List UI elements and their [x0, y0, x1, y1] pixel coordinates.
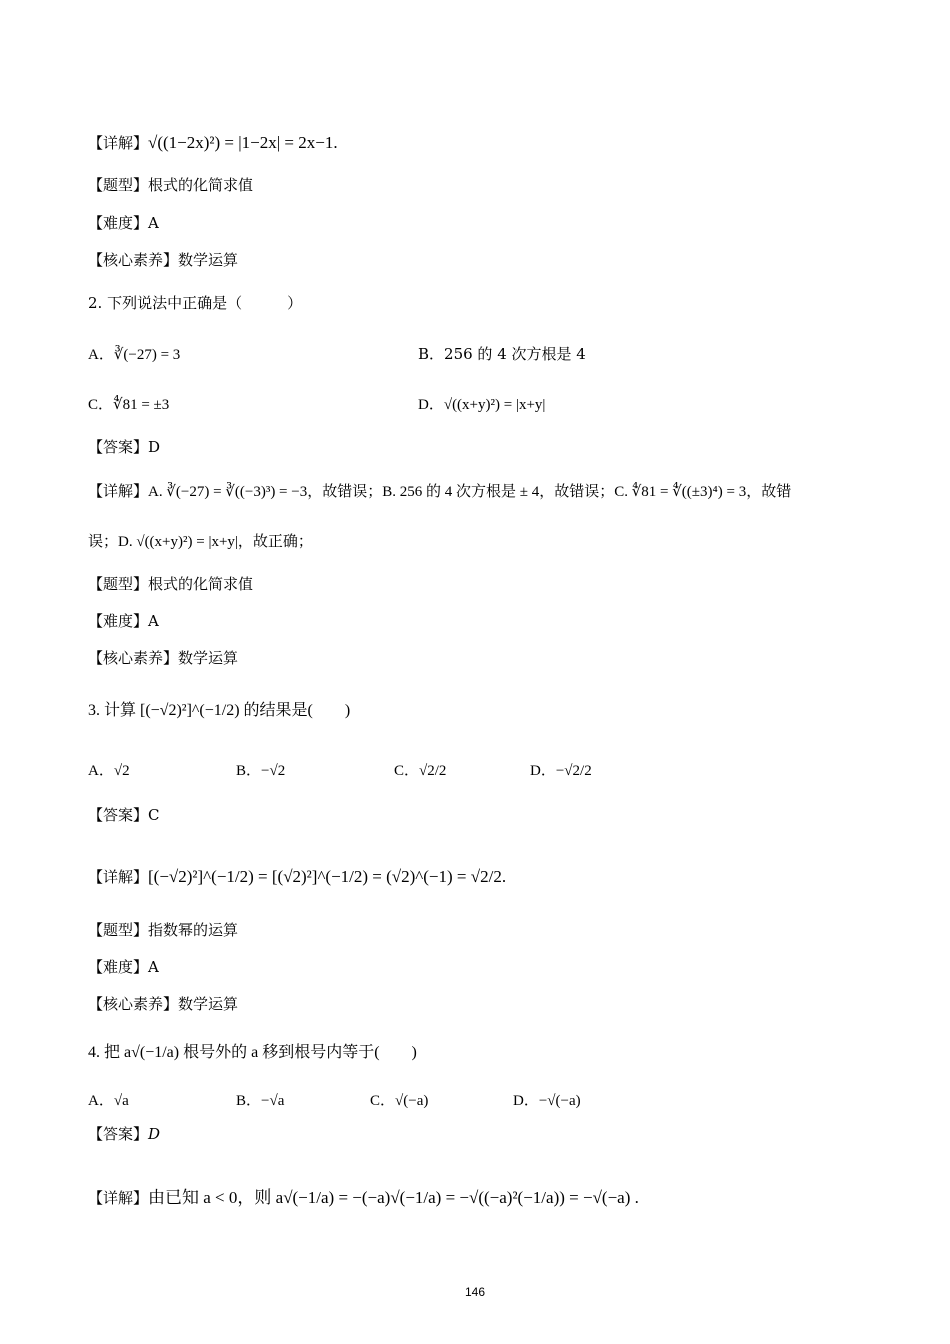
q3-stem: 3. 计算 [(−√2)²]^(−1/2) 的结果是( )	[88, 702, 351, 719]
q2-option-a: A．∛(−27) = 3	[88, 347, 181, 363]
q2-stem: 2. 下列说法中正确是（ ）	[88, 294, 303, 312]
q3-option-d: D．−√2/2	[530, 763, 592, 779]
prev-detail: 【详解】√((1−2x)²) = |1−2x| = 2x−1.	[88, 133, 338, 152]
q3-option-c: C．√2/2	[394, 763, 447, 779]
q4-option-d: D．−√(−a)	[513, 1093, 581, 1109]
q4-detail: 【详解】由已知 a < 0，则 a√(−1/a) = −(−a)√(−1/a) = −√((−a)²(−1/a)) = −√(−a) .	[88, 1188, 639, 1207]
q3-option-b: B．−√2	[236, 763, 286, 779]
page-number: 146	[464, 1285, 486, 1299]
q2-option-c: C．∜81 = ±3	[88, 397, 170, 413]
q3-option-a: A．√2	[88, 763, 130, 779]
q4-answer: 【答案】D	[88, 1125, 161, 1143]
q3-answer: 【答案】C	[88, 806, 160, 824]
q2-option-b: B．256 的 4 次方根是 4	[418, 345, 586, 363]
q2-difficulty: 【难度】A	[88, 612, 159, 630]
q4-stem: 4. 把 a√(−1/a) 根号外的 a 移到根号内等于( )	[88, 1044, 417, 1061]
prev-difficulty: 【难度】A	[88, 214, 159, 232]
prev-literacy: 【核心素养】数学运算	[88, 251, 239, 269]
q2-answer: 【答案】D	[88, 438, 161, 456]
q2-type: 【题型】根式的化简求值	[88, 575, 254, 593]
q2-literacy: 【核心素养】数学运算	[88, 649, 239, 667]
q3-literacy: 【核心素养】数学运算	[88, 995, 239, 1013]
q2-option-d: D．√((x+y)²) = |x+y|	[418, 397, 546, 413]
q4-option-b: B．−√a	[236, 1093, 285, 1109]
q4-option-a: A．√a	[88, 1093, 129, 1109]
q3-type: 【题型】指数幂的运算	[88, 921, 239, 939]
q3-detail: 【详解】[(−√2)²]^(−1/2) = [(√2)²]^(−1/2) = (√2)^(−1) = √2/2.	[88, 867, 507, 886]
q2-detail-line2: 误；D. √((x+y)²) = |x+y|，故正确；	[88, 534, 313, 550]
q2-detail-line1: 【详解】A. ∛(−27) = ∛((−3)³) = −3，故错误；B. 256 的 4 次方根是 ± 4，故错误；C. ∜81 = ∜((±3)⁴) = 3，故错	[88, 482, 792, 500]
q4-option-c: C．√(−a)	[370, 1093, 429, 1109]
prev-type: 【题型】根式的化简求值	[88, 176, 254, 194]
q3-difficulty: 【难度】A	[88, 958, 159, 976]
